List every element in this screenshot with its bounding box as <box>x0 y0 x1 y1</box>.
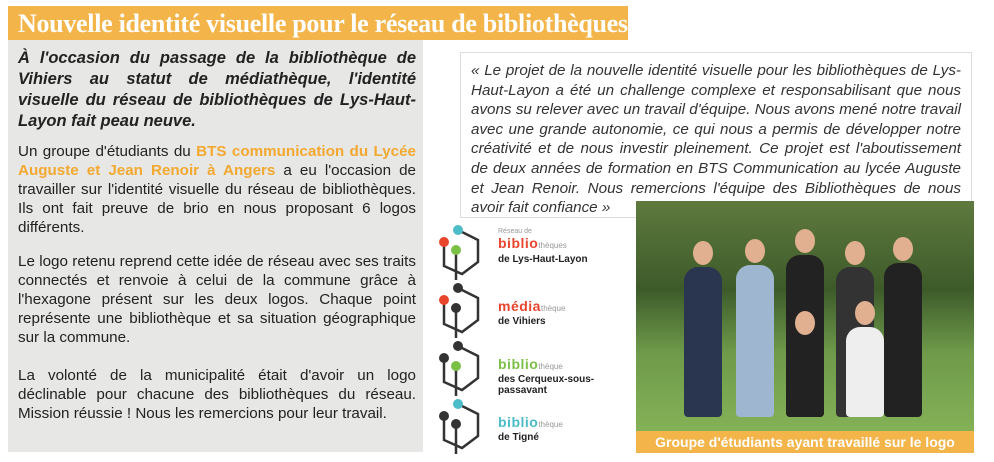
person <box>684 267 722 417</box>
paragraph-2: Le logo retenu reprend cette idée de réseau avec ses traits connectés et renvoie à celui de la commune grâce à l'hexagone présent sur les deux logos. Chaque point représente une bibliothèque et sa situation géographique sur la commune. <box>18 253 416 346</box>
page-title: Nouvelle identité visuelle pour le réseau de bibliothèques <box>18 9 628 38</box>
logo-suffix: thèques <box>538 241 567 250</box>
hexagon-network-icon <box>434 338 494 396</box>
text: a eu l'occasion de travailler sur l'identité visuelle du réseau de bibliothèques. Ils ont fait preuve de brio en nous proposant 6 logos différents. <box>18 162 417 236</box>
person <box>786 337 824 417</box>
person-head <box>845 241 865 265</box>
logo-word: média <box>498 298 541 314</box>
person-head <box>795 229 815 253</box>
person-head <box>795 311 815 335</box>
logo-location: de Vihiers <box>498 316 546 327</box>
hexagon-network-icon <box>434 396 494 454</box>
logo-word: biblio <box>498 235 539 251</box>
person <box>846 327 884 417</box>
article-panel <box>8 40 423 452</box>
logo-item <box>434 338 630 394</box>
person-head <box>745 239 765 263</box>
paragraph-3: La volonté de la municipalité était d'avoir un logo déclinable pour chacune des bibliothèques du réseau. Mission réussie ! Nous les remercions pour leur travail. <box>18 367 416 422</box>
photo-caption: Groupe d'étudiants ayant travaillé sur le logo <box>636 431 974 453</box>
paragraph-1 <box>18 142 416 237</box>
logo-word: biblio <box>498 414 539 430</box>
logo-prefix: Réseau de <box>498 228 532 235</box>
group-photo <box>636 201 974 453</box>
logo-location: de Tigné <box>498 432 539 443</box>
title-banner <box>8 6 628 40</box>
person-head <box>893 237 913 261</box>
logo-location: des Cerqueux-sous-passavant <box>498 374 595 396</box>
highlight-text: BTS communication du Lycée Auguste et Jean Renoir à Angers <box>18 143 416 179</box>
hexagon-network-icon <box>434 280 494 338</box>
logo-suffix: thèque <box>538 362 563 371</box>
logo-item <box>434 396 630 452</box>
logo-word: biblio <box>498 356 539 372</box>
person-head <box>855 301 875 325</box>
logo-suffix: thèque <box>538 420 563 429</box>
logo-suffix: thèque <box>540 304 566 313</box>
hexagon-network-icon <box>434 222 494 280</box>
logo-item <box>434 222 630 278</box>
text: Un groupe d'étudiants du <box>18 143 197 160</box>
person <box>736 265 774 417</box>
person-head <box>693 241 713 265</box>
logo-item <box>434 280 630 336</box>
person <box>884 263 922 417</box>
intro-text: À l'occasion du passage de la bibliothèque de Vihiers au statut de médiathèque, l'identité visuelle du réseau de bibliothèques de Lys-Haut-Layon fait peau neuve. <box>18 49 416 130</box>
student-quote: « Le projet de la nouvelle identité visuelle pour les bibliothèques de Lys-Haut-Layon a été un challenge complexe et responsabilisant que nous avons su relever avec un travail d'équipe. Nous avons mené notre travail avec une grande autonomie, ce qui nous a permis de développer notre créativité et de nous investir pleinement. Ce projet est l'aboutissement de deux années de formation en BTS Communication au lycée Auguste et Jean Renoir. Nous remercions l'équipe des Bibliothèques de nous avoir fait confiance » <box>460 52 972 218</box>
logo-location: de Lys-Haut-Layon <box>498 254 588 265</box>
logo-variants <box>434 222 630 454</box>
